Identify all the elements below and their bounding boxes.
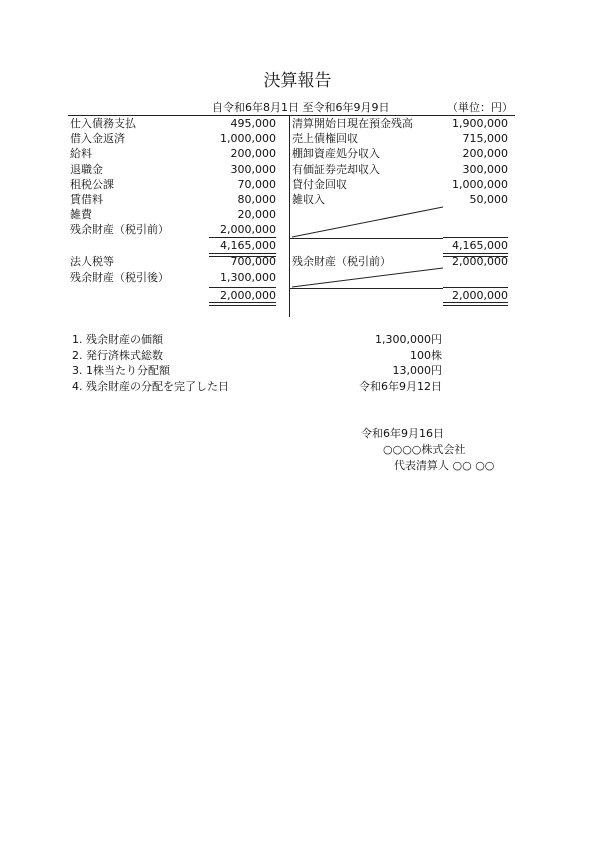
row-value: 700,000 bbox=[230, 255, 276, 268]
row-value: 1,900,000 bbox=[452, 117, 508, 130]
row-label: 借入金返済 bbox=[70, 132, 125, 146]
row-label: 給料 bbox=[70, 147, 92, 161]
signature-date: 令和6年9月16日 bbox=[361, 427, 444, 440]
double-rule-left-2 bbox=[209, 302, 276, 306]
row-value: 2,000,000 bbox=[220, 223, 276, 237]
row-value: 70,000 bbox=[237, 177, 276, 191]
row-label: 残余財産（税引後） bbox=[70, 270, 169, 284]
total-right-1: 4,165,000 bbox=[452, 239, 508, 252]
row-label: 棚卸資産処分収入 bbox=[292, 147, 380, 161]
unit-label: （単位：円） bbox=[447, 101, 513, 114]
double-rule-right-2 bbox=[443, 302, 508, 306]
row-label: 残余財産（税引前） bbox=[292, 255, 391, 268]
row-value: 715,000 bbox=[462, 132, 508, 146]
total-left-1: 4,165,000 bbox=[220, 239, 276, 252]
row-value: 1,000,000 bbox=[452, 177, 508, 191]
row-label: 有価証券売却収入 bbox=[292, 162, 380, 176]
section-rule-2 bbox=[289, 288, 443, 289]
row-value: 20,000 bbox=[237, 208, 276, 222]
diagonal-line-1 bbox=[292, 207, 443, 237]
note-value: 13,000円 bbox=[392, 364, 442, 377]
representative-name: 代表清算人 ○○ ○○ bbox=[394, 459, 495, 472]
row-label: 賃借料 bbox=[70, 193, 103, 206]
page-title: 決算報告 bbox=[263, 71, 332, 91]
note-label: 2. 発行済株式総数 bbox=[72, 348, 163, 362]
row-label: 貸付金回収 bbox=[292, 177, 347, 191]
row-label: 退職金 bbox=[70, 162, 103, 176]
total-right-2: 2,000,000 bbox=[452, 289, 508, 302]
row-value: 200,000 bbox=[230, 147, 276, 161]
row-label: 租税公課 bbox=[70, 177, 114, 191]
row-value: 2,000,000 bbox=[452, 255, 508, 268]
row-value: 50,000 bbox=[469, 193, 508, 206]
row-value: 200,000 bbox=[462, 147, 508, 161]
note-label: 4. 残余財産の分配を完了した日 bbox=[72, 379, 229, 393]
row-value: 300,000 bbox=[462, 162, 508, 176]
row-label: 雑収入 bbox=[292, 193, 325, 206]
total-left-2: 2,000,000 bbox=[220, 289, 276, 302]
note-value: 令和6年9月12日 bbox=[359, 379, 442, 393]
note-value: 1,300,000円 bbox=[375, 333, 442, 346]
row-value: 80,000 bbox=[237, 193, 276, 206]
note-label: 3. 1株当たり分配額 bbox=[72, 364, 170, 377]
diagonal-line-2 bbox=[292, 268, 443, 287]
company-name: ○○○○株式会社 bbox=[383, 443, 466, 456]
row-value: 1,000,000 bbox=[220, 132, 276, 146]
row-label: 雑費 bbox=[70, 208, 92, 222]
row-value: 495,000 bbox=[230, 117, 276, 130]
note-label: 1. 残余財産の価額 bbox=[72, 333, 163, 346]
row-label: 法人税等 bbox=[70, 255, 114, 268]
section-rule-1 bbox=[289, 238, 443, 239]
row-label: 清算開始日現在預金残高 bbox=[292, 117, 413, 130]
row-value: 300,000 bbox=[230, 162, 276, 176]
row-label: 残余財産（税引前） bbox=[70, 223, 169, 237]
row-label: 売上債権回収 bbox=[292, 132, 358, 146]
row-label: 仕入債務支払 bbox=[70, 117, 136, 130]
note-value: 100株 bbox=[410, 348, 442, 362]
row-value: 1,300,000 bbox=[220, 270, 276, 284]
period-label: 自令和6年8月1日 至令和6年9月9日 bbox=[212, 101, 390, 114]
